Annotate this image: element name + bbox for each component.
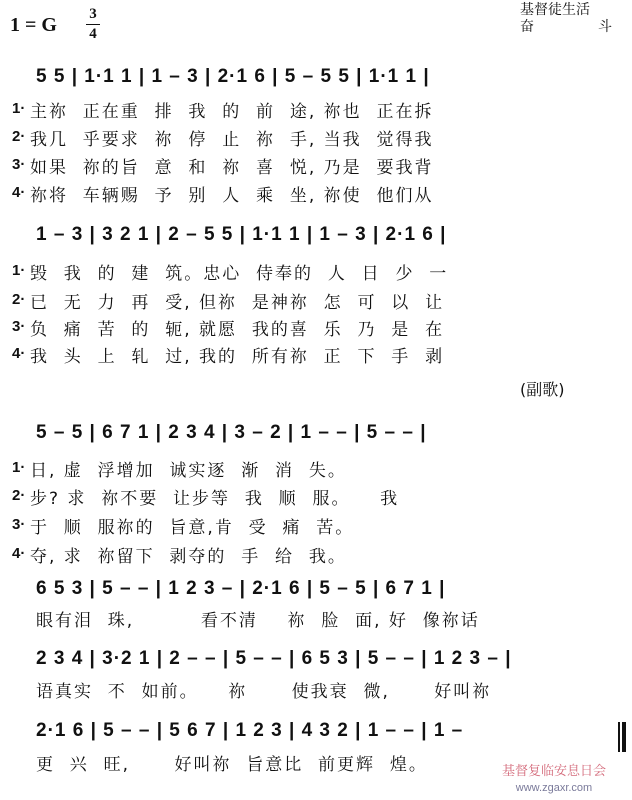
lyric-line: 日, 虚 浮增加 诚实逐 渐 消 失。 — [30, 461, 347, 481]
notation-line-1: 5 5 | 1·1 1 | 1 – 3 | 2·1 6 | 5 – 5 5 | 1·1 1 | — [36, 66, 430, 87]
verse-number: 1· — [12, 459, 26, 476]
verse-number: 2· — [12, 487, 26, 504]
verse-number: 3· — [12, 156, 26, 173]
verse-number: 4· — [12, 545, 26, 562]
lyric-line: 语真实 不 如前。 祢 使我衰 微, 好叫祢 — [36, 682, 492, 702]
final-barline — [618, 722, 626, 752]
lyric-line: 如果 祢的旨 意 和 祢 喜 悦, 乃是 要我背 — [30, 158, 434, 178]
song-credit — [520, 2, 612, 36]
verse-number: 2· — [12, 291, 26, 308]
lyric-line: 我几 乎要求 祢 停 止 祢 手, 当我 觉得我 — [30, 130, 434, 150]
lyric-line: 步? 求 祢不要 让步等 我 顺 服。 我 — [30, 489, 400, 509]
notation-line-4: 6 5 3 | 5 – – | 1 2 3 – | 2·1 6 | 5 – 5 | 6 7 1 | — [36, 578, 446, 599]
lyric-line: 夺, 求 祢留下 剥夺的 手 给 我。 — [30, 547, 347, 567]
notation-line-6: 2·1 6 | 5 – – | 5 6 7 | 1 2 3 | 4 3 2 | 1 – – | 1 – — [36, 720, 464, 741]
lyric-line: 负 痛 苦 的 轭, 就愿 我的喜 乐 乃 是 在 — [30, 320, 445, 340]
verse-number: 4· — [12, 345, 26, 362]
verse-number: 3· — [12, 318, 26, 335]
verse-number: 1· — [12, 262, 26, 279]
time-signature-top: 3 — [89, 6, 97, 22]
lyric-line: 已 无 力 再 受, 但祢 是神祢 怎 可 以 让 — [30, 293, 445, 313]
watermark-text: 基督复临安息日会 — [502, 764, 607, 779]
lyric-line: 我 头 上 轧 过, 我的 所有祢 正 下 手 剥 — [30, 347, 445, 367]
verse-number: 3· — [12, 516, 26, 533]
lyric-line: 毁 我 的 建 筑。忠心 侍奉的 人 日 少 一 — [30, 264, 449, 284]
time-signature — [86, 6, 100, 43]
notation-line-2: 1 – 3 | 3 2 1 | 2 – 5 5 | 1·1 1 | 1 – 3 | 2·1 6 | — [36, 224, 447, 245]
composer-label: 奋 斗 — [520, 19, 612, 35]
watermark-url: www.zgaxr.com — [515, 782, 593, 794]
verse-number: 2· — [12, 128, 26, 145]
time-signature-bottom: 4 — [89, 26, 97, 42]
verse-number: 1· — [12, 100, 26, 117]
key-signature: 1 = G — [10, 14, 57, 36]
watermark — [502, 764, 606, 796]
lyric-line: 更 兴 旺, 好叫祢 旨意比 前更辉 煌。 — [36, 755, 428, 775]
verse-number: 4· — [12, 184, 26, 201]
lyric-line: 眼有泪 珠, 看不清 祢 脸 面, 好 像祢话 — [36, 611, 480, 631]
notation-line-5: 2 3 4 | 3·2 1 | 2 – – | 5 – – | 6 5 3 | 5 – – | 1 2 3 – | — [36, 648, 512, 669]
chorus-label: (副歌) — [520, 380, 565, 399]
lyric-line: 主祢 正在重 排 我 的 前 途, 祢也 正在拆 — [30, 102, 434, 122]
source-label: 基督徒生活 — [520, 2, 590, 18]
notation-line-3: 5 – 5 | 6 7 1 | 2 3 4 | 3 – 2 | 1 – – | 5 – – | — [36, 422, 427, 443]
lyric-line: 祢将 车辆赐 予 别 人 乘 坐, 祢使 他们从 — [30, 186, 434, 206]
lyric-line: 于 顺 服祢的 旨意,肯 受 痛 苦。 — [30, 518, 355, 538]
